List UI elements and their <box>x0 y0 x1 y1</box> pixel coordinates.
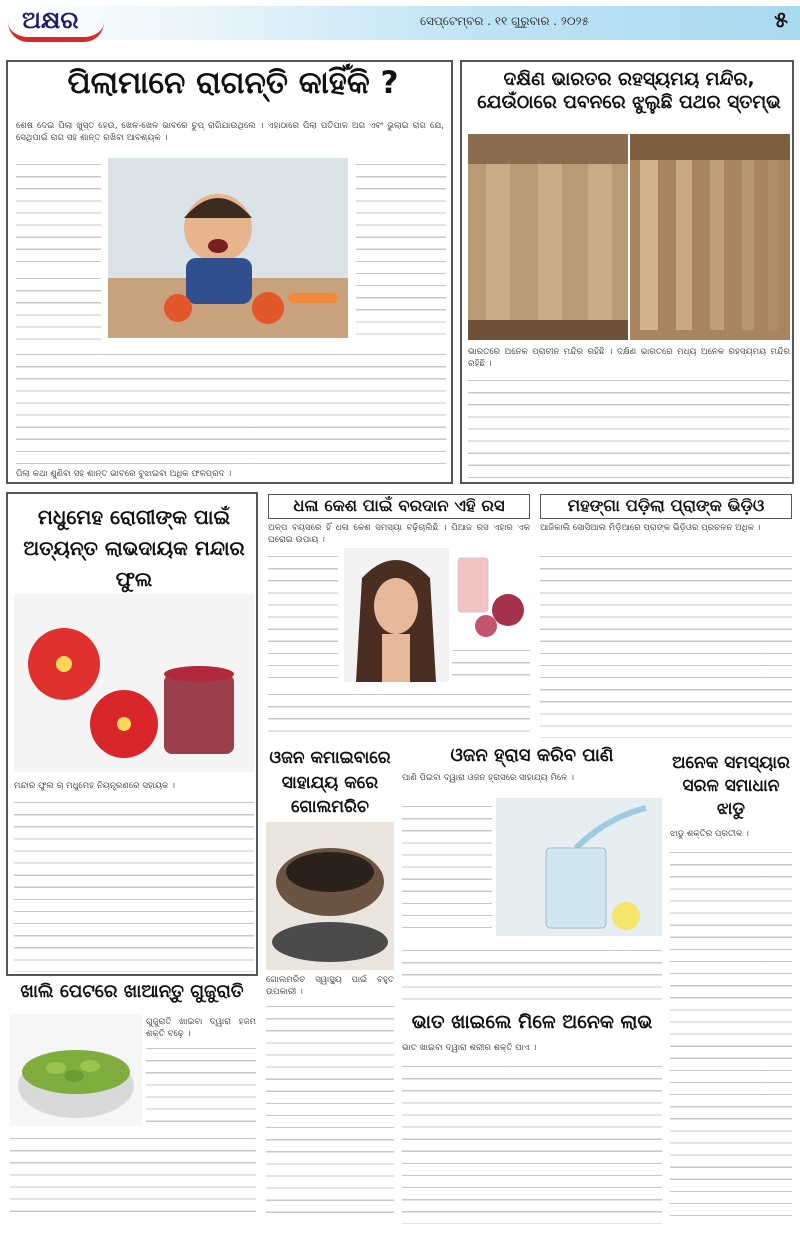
temple-illustration-right <box>630 134 790 340</box>
child-illustration <box>108 158 348 338</box>
hair-woman-photo <box>344 548 449 682</box>
text-column <box>452 642 530 682</box>
cardamom-bowl-photo <box>10 1014 142 1126</box>
text-column <box>468 372 790 478</box>
text-column <box>540 548 792 738</box>
text-column <box>16 270 101 340</box>
water-glass-illustration <box>496 798 662 936</box>
page-number: ୫ <box>774 8 788 33</box>
lead-diabetes: ମନ୍ଦାର ଫୁଲ ଚା ମଧୁମେହ ନିୟନ୍ତ୍ରଣରେ ସହାୟକ । <box>14 781 175 791</box>
lead-cardamom: ଗୁଜୁରାତି ଖାଇବା ଦ୍ୱାରା ହଜମ ଶକ୍ତି ବଢ଼େ । <box>146 1017 256 1040</box>
text-column <box>402 942 662 1002</box>
text-column <box>402 1058 662 1224</box>
lead-temple: ଭାରତରେ ଅନେକ ପ୍ରାଚୀନ ମନ୍ଦିର ରହିଛି । ଦକ୍ଷିଣ ଭାରତରେ ମଧ୍ୟ ଅନେକ ରହସ୍ୟମୟ ମନ୍ଦିର ରହିଛି । <box>468 347 790 370</box>
article-prank <box>538 492 794 744</box>
headline-cardamom: ଖାଲି ପେଟରେ ଖାଆନ୍ତୁ ଗୁଜୁରାତି <box>20 981 244 1002</box>
cardamom-illustration <box>10 1014 142 1126</box>
pepper-illustration <box>266 822 394 970</box>
lead-rice: ଭାତ ଖାଇବା ଦ୍ୱାରା ଶରୀର ଶକ୍ତି ପାଏ । <box>402 1043 537 1053</box>
temple-corridor-photo <box>630 134 790 340</box>
black-pepper-photo <box>266 822 394 970</box>
dateline: ସେପ୍ଟେମ୍ବର . ୧୧ ଗୁରୁବାର . ୨୦୨୫ <box>420 14 590 28</box>
headline-rice: ଭାତ ଖାଇଲେ ମିଳେ ଅନେକ ଲାଭ <box>411 1011 653 1033</box>
article-pepper <box>264 746 396 1230</box>
newspaper-logo[interactable] <box>8 2 120 44</box>
water-glass-photo <box>496 798 662 936</box>
headline-diabetes: ମଧୁମେହ ରୋଗୀଙ୍କ ପାଇଁ ଅତ୍ୟନ୍ତ ଲାଭଦାୟକ ମନ୍ଦାର ଫୁଲ <box>23 505 245 591</box>
lead-broom: ଝାଡୁ ଶକ୍ତିର ପ୍ରତୀକ । <box>670 829 749 839</box>
hibiscus-illustration <box>14 594 254 772</box>
article-diabetes <box>6 492 258 976</box>
temple-illustration-left <box>468 134 628 340</box>
text-column <box>670 844 792 1224</box>
headline-temple: ଦକ୍ଷିଣ ଭାରତର ରହସ୍ୟମୟ ମନ୍ଦିର, ଯେଉଁଠାରେ ପବନରେ ଝୁଲୁଛି ପଥର ସ୍ତମ୍ଭ <box>477 69 781 114</box>
headline-water: ଓଜନ ହ୍ରାସ କରିବ ପାଣି <box>450 746 614 766</box>
article-temple <box>460 60 794 484</box>
lead-pepper: ଗୋଲମରିଚ ସ୍ୱାସ୍ଥ୍ୟ ପାଇଁ ବହୁତ ଉପକାରୀ । <box>266 975 394 998</box>
hibiscus-tea-photo <box>14 594 254 772</box>
lead-kids-anger: ଶେଷ ଦେଇ ପିଲା ଖୁସ୍ତ ହେଉ, ଖେଳ-ଖେଳ ଭାବରେ ଚୁପ୍ ରାଗିଯାଉଥିଲେ । ଏହାଠାରେ ପିଲା ପତିପାଳ ଅଗ ଏବଂ ଭୁଲାଇ ରାଗ ଯେ, ସେଥିପାଇଁ ରାଗ ସହ ଶାନ୍ତ ରଖିବା ଆବଶ୍ୟକ । <box>16 121 444 144</box>
headline-prank: ମହଙ୍ଗା ପଡ଼ିଲା ପ୍ରାଙ୍କ ଭିଡ଼ିଓ <box>540 494 792 519</box>
text-column <box>268 548 338 680</box>
text-column <box>14 794 254 972</box>
article-broom <box>668 746 794 1230</box>
masthead <box>0 0 800 48</box>
logo-text: ଅକ୍ଷର <box>22 6 79 34</box>
headline-broom: ଅନେକ ସମସ୍ୟାର ସରଳ ସମାଧାନ ଝାଡୁ <box>672 753 790 819</box>
headline-pepper: ଓଜନ କମାଇବାରେ ସାହାଯ୍ୟ କରେ ଗୋଲମରିଚ <box>269 748 391 818</box>
article-kids-anger <box>6 60 453 484</box>
text-column <box>402 798 492 938</box>
text-column <box>10 1130 256 1222</box>
text-column <box>356 156 446 340</box>
text-column <box>16 346 446 466</box>
onion-juice-photo <box>452 548 530 640</box>
headline-hair: ଧଳା କେଶ ପାଇଁ ବରଦାନ ଏହି ରସ <box>268 494 530 519</box>
lead-prank: ଆଜିକାଲି ସୋସିଆଲ ମିଡ଼ିଆରେ ପ୍ରାଙ୍କ ଭିଡ଼ିଓର ପ୍ରଚଳନ ଅଧିକ । <box>540 523 761 533</box>
article-water <box>400 746 664 1006</box>
text-column <box>16 156 101 266</box>
closing-kids-anger: ପିଲା କଥା ଶୁଣିବା ସହ ଶାନ୍ତ ଭାବରେ ବୁଝାଇବା ଅଧିକ ଫଳପ୍ରଦ । <box>16 469 232 479</box>
lead-hair: ଅଳ୍ପ ବୟସରେ ହିଁ ଧଳା କେଶ ସମସ୍ୟା ବଢ଼ିଚାଲିଛି । ପିଆଜ ରସ ଏହାର ଏକ ଘରୋଇ ଉପାୟ । <box>268 523 530 546</box>
temple-pillars-photo <box>468 134 628 340</box>
masthead-band <box>0 6 800 40</box>
article-hair <box>264 492 532 742</box>
headline-kids-anger: ପିଲାମାନେ ରାଗନ୍ତି କାହିଁକି ? <box>67 65 399 101</box>
text-column <box>268 686 530 736</box>
article-rice <box>400 1010 664 1230</box>
article-cardamom <box>6 980 258 1230</box>
text-column <box>266 998 394 1224</box>
woman-illustration <box>344 548 449 682</box>
crying-child-photo <box>108 158 348 338</box>
onion-juice-illustration <box>452 548 530 640</box>
text-column <box>146 1040 256 1128</box>
lead-water: ପାଣି ପିଇବା ଦ୍ୱାରା ଓଜନ ହ୍ରାସରେ ସାହାଯ୍ୟ ମିଳେ । <box>402 773 575 783</box>
